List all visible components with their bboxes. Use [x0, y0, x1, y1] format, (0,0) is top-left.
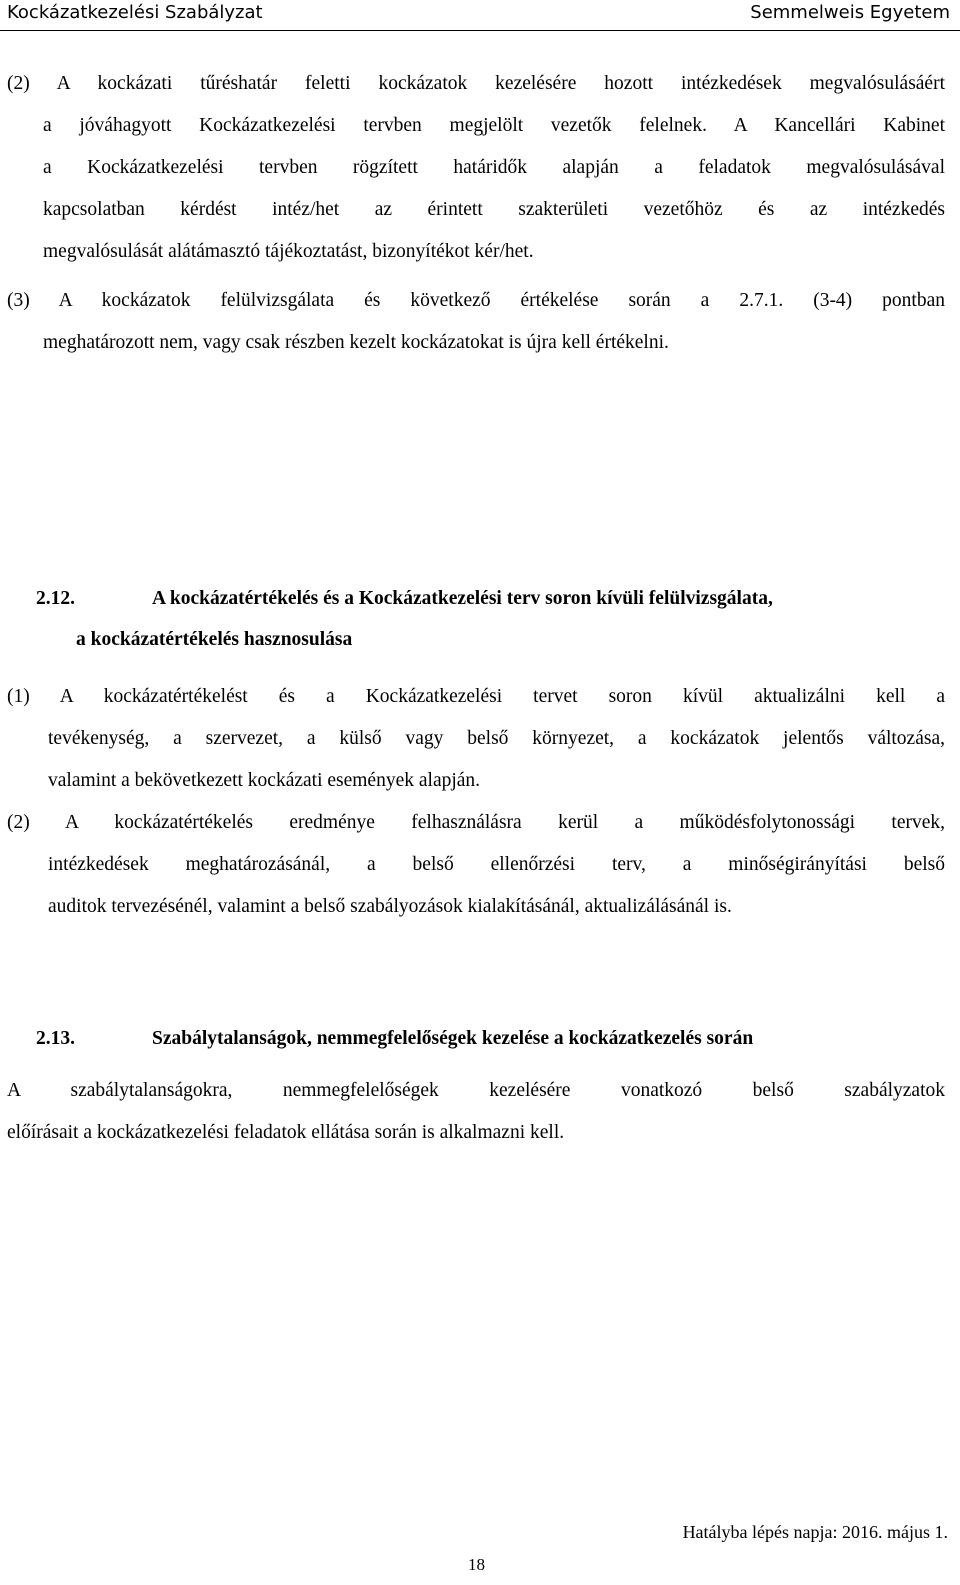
section-title-2-13 [152, 1019, 942, 1059]
page-header [0, 0, 960, 31]
paragraph-line: intézkedések meghatározásánál, a belső ellenőrzési terv, a minőségirányítási belső [48, 854, 945, 875]
paragraph-line: (3) A kockázatok felülvizsgálata és következő értékelése során a 2.7.1. (3-4) pontban [7, 290, 945, 311]
paragraph-line: kapcsolatban kérdést intéz/het az érintett szakterületi vezetőhöz és az intézkedés [43, 199, 945, 220]
section-number: 2.12. [36, 588, 75, 609]
paragraph-line: meghatározott nem, vagy csak részben kezelt kockázatokat is újra kell értékelni. [43, 332, 669, 353]
paragraph-3 [7, 280, 945, 364]
section-title-line: A kockázatértékelés és a Kockázatkezelési terv soron kívüli felülvizsgálata, [152, 588, 773, 609]
header-institution: Semmelweis Egyetem [750, 2, 950, 23]
paragraph-2 [7, 63, 945, 273]
section-2-13-paragraph [7, 1070, 945, 1154]
paragraph-line: auditok tervezésénél, valamint a belső szabályozások kialakításánál, aktualizálásánál is. [48, 896, 732, 917]
section-heading-2-13 [36, 1019, 75, 1059]
paragraph-line: a Kockázatkezelési tervben rögzített határidők alapján a feladatok megvalósulásával [43, 157, 945, 178]
section-title-2-12-cont [76, 620, 876, 660]
page-number: 18 [468, 1555, 485, 1574]
section-title-line: a kockázatértékelés hasznosulása [76, 629, 353, 650]
header-title: Kockázatkezelési Szabályzat [7, 2, 263, 23]
section-2-12-paragraph-2 [7, 802, 945, 928]
section-title-2-12 [152, 579, 952, 619]
paragraph-line: (2) A kockázati tűréshatár feletti kockázatok kezelésére hozott intézkedések megvalósulásáért [7, 73, 945, 94]
section-title-line: Szabálytalanságok, nemmegfelelőségek kezelése a kockázatkezelés során [152, 1028, 754, 1049]
paragraph-line: előírásait a kockázatkezelési feladatok ellátása során is alkalmazni kell. [7, 1122, 565, 1143]
section-2-12-paragraph-1 [7, 676, 945, 802]
effective-date: Hatályba lépés napja: 2016. május 1. [682, 1522, 948, 1542]
paragraph-line: valamint a bekövetkezett kockázati események alapján. [48, 770, 481, 791]
paragraph-line: a jóváhagyott Kockázatkezelési tervben megjelölt vezetők felelnek. A Kancellári Kabinet [43, 115, 945, 136]
paragraph-line: megvalósulását alátámasztó tájékoztatást, bizonyítékot kér/het. [43, 241, 534, 262]
paragraph-line: (2) A kockázatértékelés eredménye felhasználásra kerül a működésfolytonossági tervek, [7, 812, 945, 833]
paragraph-line: (1) A kockázatértékelést és a Kockázatkezelési tervet soron kívül aktualizálni kell a [7, 686, 945, 707]
section-number: 2.13. [36, 1028, 75, 1049]
paragraph-line: tevékenység, a szervezet, a külső vagy belső környezet, a kockázatok jelentős változása, [48, 728, 945, 749]
paragraph-line: A szabálytalanságokra, nemmegfelelőségek kezelésére vonatkozó belső szabályzatok [7, 1080, 945, 1101]
